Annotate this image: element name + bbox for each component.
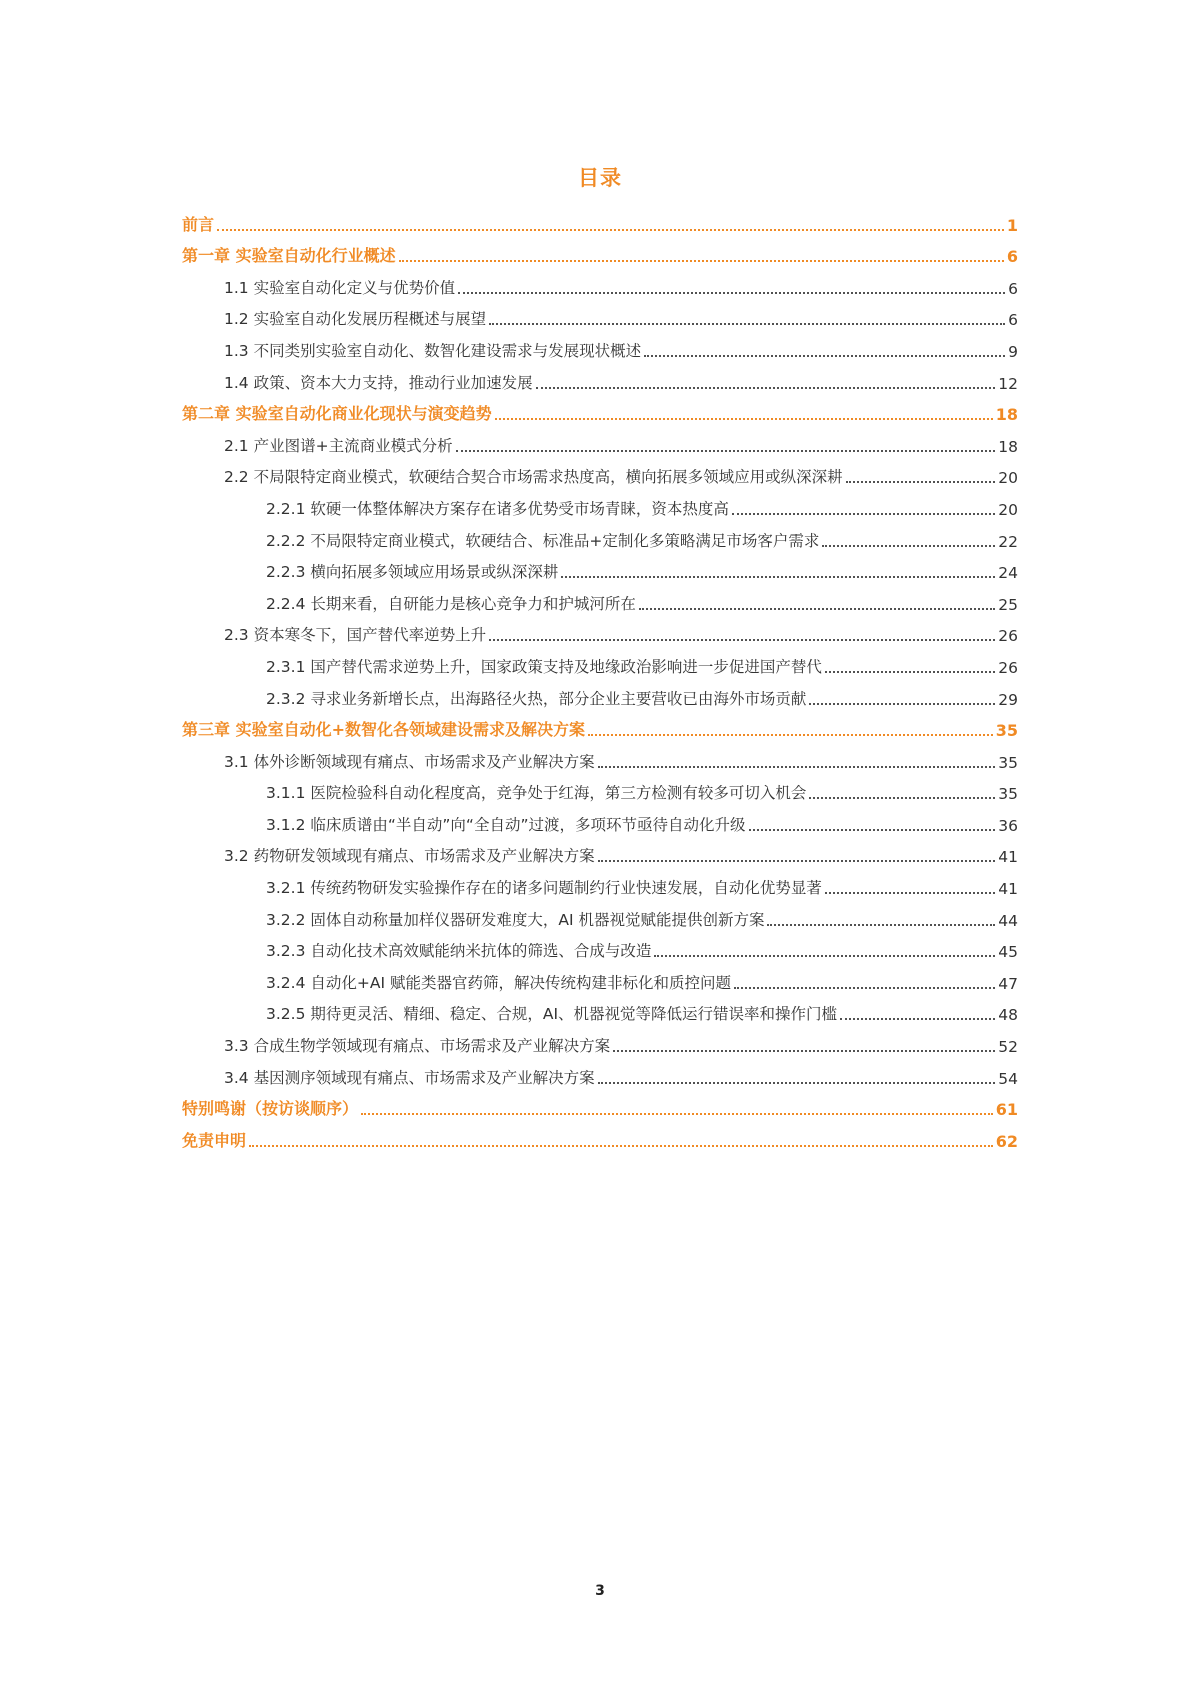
toc-entry-title: 2.3.1 国产替代需求逆势上升，国家政策支持及地缘政治影响进一步促进国产替代: [266, 657, 822, 676]
toc-entry-title: 3.2 药物研发领域现有痛点、市场需求及产业解决方案: [224, 847, 595, 866]
toc-entry[interactable]: [182, 936, 1018, 968]
toc-entry-title: 2.2.2 不局限特定商业模式，软硬结合、标准品+定制化多策略满足市场客户需求: [266, 531, 820, 550]
toc-entry-page: 20: [998, 500, 1018, 519]
toc-entry[interactable]: [182, 809, 1018, 841]
toc-entry-page: 35: [995, 721, 1018, 741]
toc-entry-title: 2.3.2 寻求业务新增长点，出海路径火热，部分企业主要营收已由海外市场贡献: [266, 689, 807, 708]
toc-leader-dots: [361, 1113, 993, 1115]
toc-entry-title: 2.2.1 软硬一体整体解决方案存在诸多优势受市场青睐，资本热度高: [266, 499, 729, 518]
toc-entry-page: 9: [1008, 342, 1018, 361]
toc-entry-page: 54: [998, 1069, 1018, 1088]
toc-entry-title: 第一章 实验室自动化行业概述: [182, 246, 396, 266]
toc-leader-dots: [732, 513, 995, 515]
toc-entry-title: 特别鸣谢（按访谈顺序）: [182, 1099, 359, 1119]
toc-entry-page: 18: [998, 437, 1018, 456]
toc-entry[interactable]: [182, 335, 1018, 367]
toc-entry-title: 第三章 实验室自动化+数智化各领域建设需求及解决方案: [182, 720, 585, 740]
toc-entry[interactable]: [182, 1094, 1018, 1126]
toc-leader-dots: [217, 229, 1004, 231]
toc-entry[interactable]: [182, 588, 1018, 620]
toc-entry-page: 29: [998, 690, 1018, 709]
toc-leader-dots: [489, 323, 1005, 325]
toc-entry[interactable]: [182, 209, 1018, 241]
toc-leader-dots: [399, 260, 1004, 262]
toc-entry[interactable]: [182, 872, 1018, 904]
toc-leader-dots: [639, 608, 995, 610]
toc-leader-dots: [644, 355, 1005, 357]
toc-entry-page: 26: [998, 658, 1018, 677]
toc-entry-page: 52: [998, 1038, 1018, 1057]
toc-entry-title: 1.1 实验室自动化定义与优势价值: [224, 278, 456, 297]
toc-entry-title: 第二章 实验室自动化商业化现状与演变趋势: [182, 404, 492, 424]
toc-entry-page: 6: [1006, 247, 1018, 267]
toc-entry-page: 12: [998, 374, 1018, 393]
toc-leader-dots: [249, 1145, 993, 1147]
toc-entry-title: 3.2.5 期待更灵活、精细、稳定、合规，AI、机器视觉等降低运行错误率和操作门槛: [266, 1005, 838, 1024]
toc-entry[interactable]: [182, 367, 1018, 399]
toc-leader-dots: [809, 703, 995, 705]
toc-entry[interactable]: [182, 620, 1018, 652]
toc-leader-dots: [613, 1050, 995, 1052]
toc-entry-page: 48: [998, 1006, 1018, 1025]
toc-entry-title: 3.2.3 自动化技术高效赋能纳米抗体的筛选、合成与改造: [266, 942, 652, 961]
toc-entry-title: 2.3 资本寒冬下，国产替代率逆势上升: [224, 626, 487, 645]
toc-list: [182, 209, 1018, 1157]
toc-entry[interactable]: [182, 493, 1018, 525]
toc-leader-dots: [598, 766, 996, 768]
toc-entry[interactable]: [182, 651, 1018, 683]
toc-entry-page: 36: [998, 816, 1018, 835]
toc-entry-page: 62: [995, 1131, 1018, 1151]
toc-entry-title: 3.1.1 医院检验科自动化程度高，竞争处于红海，第三方检测有较多可切入机会: [266, 784, 807, 803]
toc-entry-page: 61: [995, 1100, 1018, 1120]
toc-leader-dots: [536, 387, 996, 389]
toc-entry[interactable]: [182, 1125, 1018, 1157]
toc-entry[interactable]: [182, 904, 1018, 936]
toc-leader-dots: [489, 639, 995, 641]
toc-leader-dots: [809, 797, 995, 799]
toc-leader-dots: [840, 1018, 995, 1020]
toc-entry-page: 35: [998, 753, 1018, 772]
toc-entry[interactable]: [182, 746, 1018, 778]
toc-leader-dots: [598, 860, 996, 862]
toc-entry-page: 22: [998, 532, 1018, 551]
toc-entry-page: 20: [998, 469, 1018, 488]
toc-leader-dots: [495, 418, 993, 420]
toc-leader-dots: [456, 450, 996, 452]
toc-entry-title: 3.1 体外诊断领域现有痛点、市场需求及产业解决方案: [224, 752, 595, 771]
toc-leader-dots: [561, 576, 995, 578]
toc-entry-page: 6: [1008, 311, 1018, 330]
toc-title: 目录: [578, 166, 622, 190]
toc-entry-title: 3.4 基因测序领域现有痛点、市场需求及产业解决方案: [224, 1068, 595, 1087]
page-number: 3: [595, 1583, 605, 1599]
toc-entry-title: 3.2.4 自动化+AI 赋能类器官药筛，解决传统构建非标化和质控问题: [266, 973, 731, 992]
toc-entry-page: 18: [995, 405, 1018, 425]
toc-entry-title: 3.1.2 临床质谱由“半自动”向“全自动”过渡，多项环节亟待自动化升级: [266, 815, 746, 834]
toc-entry[interactable]: [182, 715, 1018, 747]
toc-entry[interactable]: [182, 430, 1018, 462]
toc-entry-page: 24: [998, 564, 1018, 583]
toc-entry-title: 3.2.2 固体自动称量加样仪器研发难度大，AI 机器视觉赋能提供创新方案: [266, 910, 765, 929]
toc-entry-page: 26: [998, 627, 1018, 646]
toc-leader-dots: [588, 734, 993, 736]
toc-entry[interactable]: [182, 399, 1018, 431]
toc-entry[interactable]: [182, 778, 1018, 810]
toc-leader-dots: [654, 955, 995, 957]
toc-leader-dots: [598, 1082, 996, 1084]
toc-entry[interactable]: [182, 999, 1018, 1031]
toc-entry-page: 35: [998, 785, 1018, 804]
toc-entry-title: 2.2 不局限特定商业模式，软硬结合契合市场需求热度高，横向拓展多领域应用或纵深深耕: [224, 468, 843, 487]
toc-entry[interactable]: [182, 557, 1018, 589]
toc-entry-page: 44: [998, 911, 1018, 930]
toc-leader-dots: [825, 671, 995, 673]
toc-leader-dots: [749, 829, 996, 831]
toc-leader-dots: [846, 481, 996, 483]
toc-entry-page: 45: [998, 943, 1018, 962]
toc-entry-title: 前言: [182, 214, 215, 234]
toc-leader-dots: [734, 987, 995, 989]
toc-entry-title: 2.2.3 横向拓展多领域应用场景或纵深深耕: [266, 563, 559, 582]
toc-entry-page: 25: [998, 595, 1018, 614]
toc-entry-title: 2.1 产业图谱+主流商业模式分析: [224, 436, 453, 455]
toc-entry[interactable]: [182, 525, 1018, 557]
toc-entry-title: 1.3 不同类别实验室自动化、数智化建设需求与发展现状概述: [224, 341, 642, 360]
toc-entry-page: 47: [998, 974, 1018, 993]
toc-leader-dots: [822, 545, 995, 547]
toc-leader-dots: [767, 924, 995, 926]
toc-entry[interactable]: [182, 462, 1018, 494]
toc-entry-page: 41: [998, 848, 1018, 867]
toc-entry-title: 1.2 实验室自动化发展历程概述与展望: [224, 310, 487, 329]
toc-entry[interactable]: [182, 304, 1018, 336]
toc-leader-dots: [458, 292, 1005, 294]
toc-entry[interactable]: [182, 841, 1018, 873]
toc-entry[interactable]: [182, 683, 1018, 715]
toc-entry[interactable]: [182, 967, 1018, 999]
toc-entry[interactable]: [182, 1030, 1018, 1062]
toc-entry-page: 6: [1008, 279, 1018, 298]
toc-entry-page: 41: [998, 880, 1018, 899]
toc-entry-title: 免责申明: [182, 1130, 247, 1150]
toc-entry[interactable]: [182, 241, 1018, 273]
toc-entry-title: 3.3 合成生物学领域现有痛点、市场需求及产业解决方案: [224, 1037, 611, 1056]
toc-entry-title: 1.4 政策、资本大力支持，推动行业加速发展: [224, 373, 533, 392]
toc-leader-dots: [825, 892, 995, 894]
toc-entry-title: 2.2.4 长期来看，自研能力是核心竞争力和护城河所在: [266, 594, 636, 613]
toc-entry[interactable]: [182, 272, 1018, 304]
toc-entry-title: 3.2.1 传统药物研发实验操作存在的诸多问题制约行业快速发展，自动化优势显著: [266, 879, 822, 898]
toc-entry-page: 1: [1006, 215, 1018, 235]
toc-entry[interactable]: [182, 1062, 1018, 1094]
